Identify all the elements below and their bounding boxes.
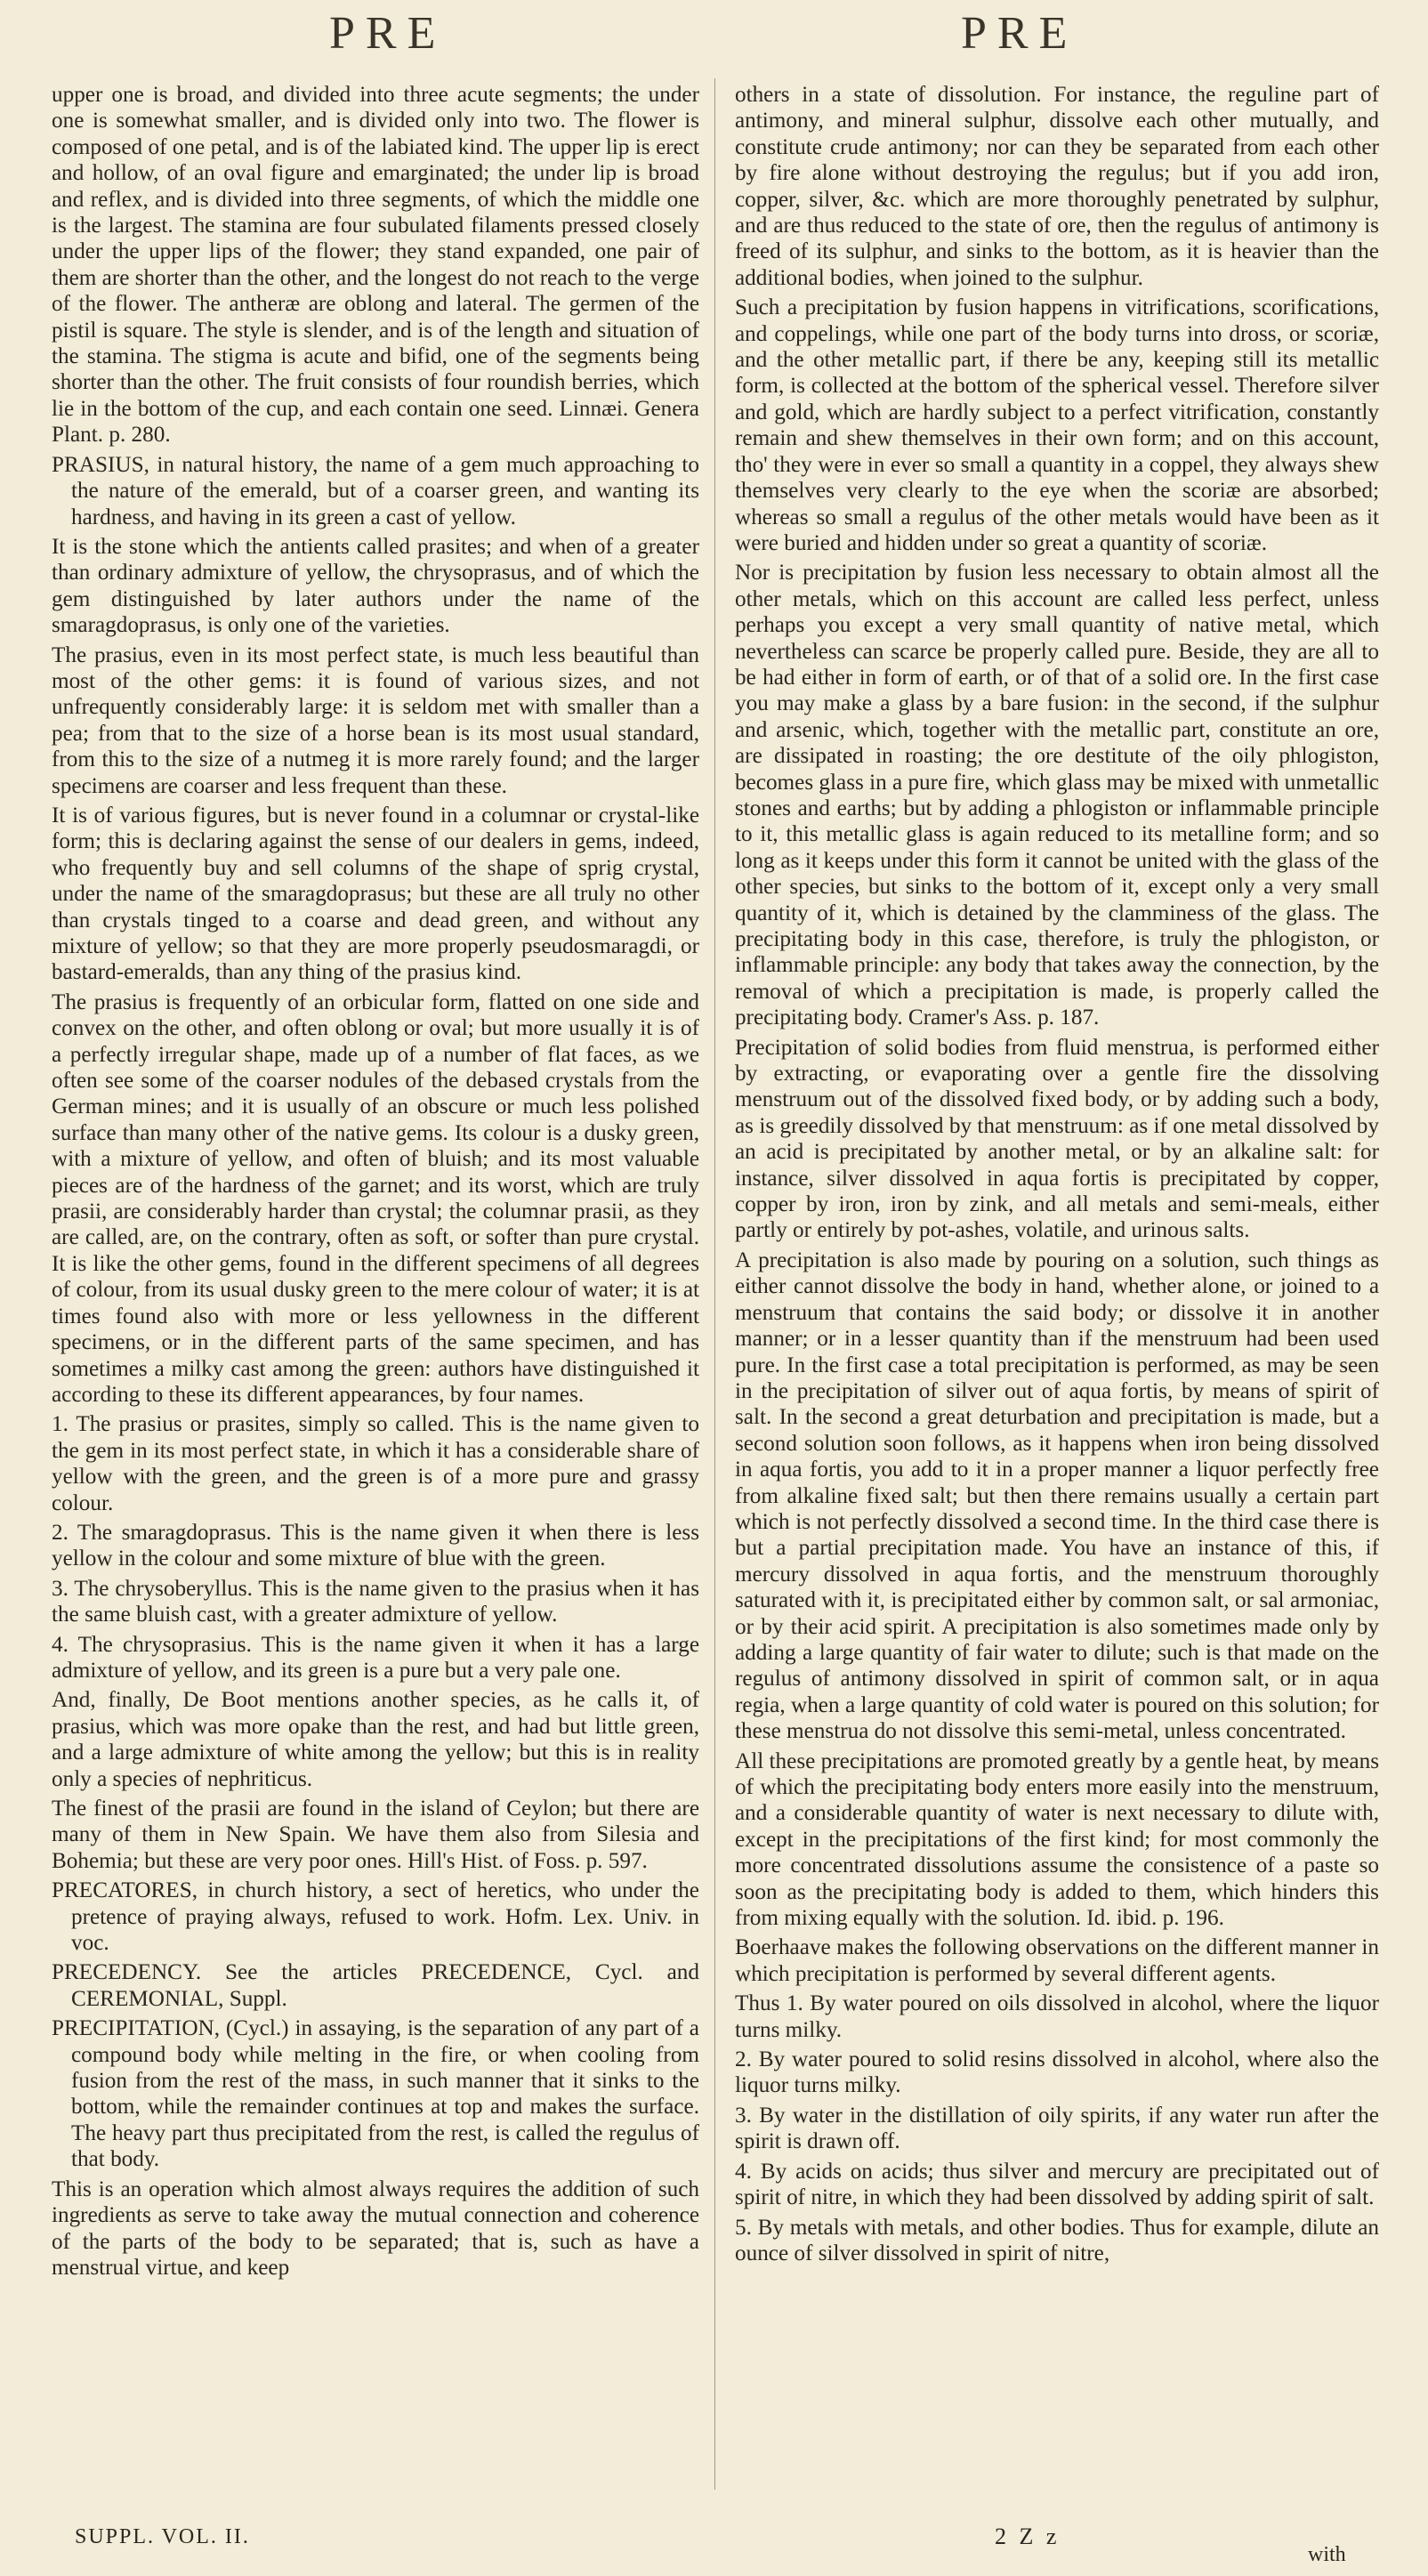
dictionary-entry: PRECEDENCY. See the articles PRECEDENCE, Cycl. and CEREMONIAL, Suppl.	[52, 1960, 699, 2011]
paragraph: A precipitation is also made by pouring on a solution, such things as either cannot dissolve the body in hand, whether alone, or joined to a menstruum that contains the said body; or dissolve it in another manner; or in a lesser quantity than if the menstruum had been used pure. In the first case a total precipitation is performed, as may be seen in the precipitation of silver out of aqua fortis, by means of spirit of salt. In the second a great deturbation and precipitation is made, but a second solution soon follows, as it happens when iron being dissolved in aqua fortis, you add to it in a proper manner a liquor perfectly free from alkaline fixed salt; but then there remains usually a certain part which is not perfectly dissolved a second time. In the third case there is but a partial precipitation made. You have an instance of this, if mercury dissolved in aqua fortis, and the menstruum thoroughly saturated with it, is precipitated either by common salt, or sal armoniac, or by their acid spirit. A precipitation is also sometimes made only by adding a large quantity of fair water to dilute; such is that made on the regulus of antimony dissolved in spirit of common salt, or in aqua regia, when a large quantity of cold water is poured on this solution; for these menstrua do not dissolve this semi-metal, unless concentrated.	[735, 1248, 1379, 1744]
paragraph: Precipitation of solid bodies from fluid menstrua, is performed either by extracting, or evaporating over a gentle fire the dissolving menstruum out of the dissolved fixed body, or by adding such a body, as is greedily dissolved by that menstruum: as if one metal dissolved by an acid is precipitated by another metal, or by an alkaline salt: for instance, silver dissolved in aqua fortis is precipitated by copper, copper by iron, iron by zink, and all metals and semi-meals, either partly or entirely by pot-ashes, volatile, and urinous salts.	[735, 1035, 1379, 1243]
paragraph: It is of various figures, but is never found in a columnar or crystal-like form; this is declaring against the sense of our dealers in gems, indeed, who frequently buy and sell columns of the shape of sprig crystal, under the name of the smaragdoprasus; but these are all truly no other than crystals tinged to a coarse and dead green, and without any mixture of yellow; so that they are more properly pseudosmaragdi, or bastard-emeralds, than any thing of the prasius kind.	[52, 803, 699, 985]
dictionary-entry: PRECATORES, in church history, a sect of heretics, who under the pretence of praying always, refused to work. Hofm. Lex. Univ. in voc.	[52, 1878, 699, 1956]
paragraph: This is an operation which almost always requires the addition of such ingredients as serve to take away the mutual connection and coherence of the parts of the body to be separated; that is, such as have a menstrual virtue, and keep	[52, 2176, 699, 2280]
column-rule	[714, 78, 715, 2490]
paragraph: It is the stone which the antients called prasites; and when of a greater than ordinary admixture of yellow, the chrysoprasus, and of which the gem distinguished by later authors under the name of the smaragdoprasus, is only one of the varieties.	[52, 534, 699, 638]
right-column	[735, 82, 1379, 2484]
paragraph: 4. The chrysoprasius. This is the name given it when it has a large admixture of yellow, and its green is a pure but a very pale one.	[52, 1632, 699, 1683]
running-head-left: PRE	[329, 8, 447, 59]
left-column	[52, 82, 699, 2484]
paragraph: 3. The chrysoberyllus. This is the name given to the prasius when it has the same bluish cast, with a greater admixture of yellow.	[52, 1576, 699, 1627]
paragraph: Such a precipitation by fusion happens in vitrifications, scorifications, and coppelings, while one part of the body turns into dross, or scoriæ, and the other metallic part, if there be any, keeping still its metallic form, is collected at the bottom of the spherical vessel. Therefore silver and gold, which are hardly subject to a perfect vitrification, constantly remain and shew themselves in their own form; and on this account, tho' they were in ever so small a quantity in a coppel, they always shew themselves very clearly to the eye when the scoriæ are absorbed; whereas so small a regulus of the other metals would have been as it were buried and hidden under so great a quantity of scoriæ.	[735, 295, 1379, 555]
catchword: with	[1308, 2543, 1346, 2566]
volume-footer: SUPPL. VOL. II.	[75, 2525, 250, 2548]
signature-mark: 2 Z z	[995, 2524, 1061, 2549]
paragraph: The prasius, even in its most perfect state, is much less beautiful than most of the other gems: it is found of various sizes, and not unfrequently considerably large: it is seldom met with smaller than a pea; from that to the size of a horse bean is its most usual standard, from this to the size of a nutmeg it is more rarely found; and the larger specimens are coarser and less frequent than these.	[52, 642, 699, 798]
paragraph: 2. By water poured to solid resins dissolved in alcohol, where also the liquor turns milky.	[735, 2047, 1379, 2098]
dictionary-entry: PRECIPITATION, (Cycl.) in assaying, is the separation of any part of a compound body while melting in the fire, or when cooling from fusion from the rest of the mass, in such manner that it sinks to the bottom, while the remainder continues at top and makes the surface. The heavy part thus precipitated from the rest, is called the regulus of that body.	[52, 2016, 699, 2172]
paragraph: 1. The prasius or prasites, simply so called. This is the name given to the gem in its most perfect state, in which it has a considerable share of yellow with the green, and the green is of a more pure and grassy colour.	[52, 1412, 699, 1515]
paragraph: Nor is precipitation by fusion less necessary to obtain almost all the other metals, which on this account are called less perfect, unless perhaps you except a very small quantity of native metal, which nevertheless can scarce be properly called pure. Beside, they are all to be had either in form of earth, or of that of a solid ore. In the first case you may make a glass by a bare fusion: in the second, if the sulphur and arsenic, which, together with the metallic part, constitute an ore, are dissipated in roasting; the ore destitute of the oily phlogiston, becomes glass in a pure fire, which glass may be mixed with unmetallic stones and earths; but by adding a phlogiston or inflammable principle to it, this metallic glass is again reduced to its metalline form; and so long as it keeps under this form it cannot be united with the glass of the other species, but sinks to the bottom of it, except only a very small quantity of it, which is detained by the clamminess of the glass. The precipitating body in this case, therefore, is truly the phlogiston, or inflammable principle: any body that takes away the connection, by the removal of which a precipitation is made, is properly called the precipitating body. Cramer's Ass. p. 187.	[735, 561, 1379, 1030]
paragraph: 2. The smaragdoprasus. This is the name given it when there is less yellow in the colour and some mixture of blue with the green.	[52, 1520, 699, 1571]
dictionary-entry: PRASIUS, in natural history, the name of a gem much approaching to the nature of the emerald, but of a coarser green, and wanting its hardness, and having in its green a cast of yellow.	[52, 452, 699, 529]
paragraph: Boerhaave makes the following observations on the different manner in which precipitation is performed by several different agents.	[735, 1935, 1379, 1986]
paragraph: 4. By acids on acids; thus silver and mercury are precipitated out of spirit of nitre, in which they had been dissolved by adding spirit of salt.	[735, 2159, 1379, 2210]
paragraph: Thus 1. By water poured on oils dissolved in alcohol, where the liquor turns milky.	[735, 1991, 1379, 2042]
paragraph: The finest of the prasii are found in the island of Ceylon; but there are many of them in New Spain. We have them also from Silesia and Bohemia; but these are very poor ones. Hill's Hist. of Foss. p. 597.	[52, 1797, 699, 1873]
paragraph: The prasius is frequently of an orbicular form, flatted on one side and convex on the other, and often oblong or oval; but more usually it is of a perfectly irregular shape, made up of a number of flat faces, as we often see some of the coarser nodules of the debased crystals from the German mines; and it is usually of an obscure or much less polished surface than many other of the native gems. Its colour is a dusky green, with a mixture of yellow, and often of bluish; and its most valuable pieces are of the hardness of the garnet; and its worst, which are truly prasii, are considerably harder than crystal; the columnar prasii, as they are called, are, on the contrary, often as soft, or softer than pure crystal. It is like the other gems, found in the different specimens of all degrees of colour, from its usual dusky green to the mere colour of water; it is at times found also with more or less yellowness in the different specimens, or in the different parts of the same specimen, and has sometimes a milky cast among the green: authors have distinguished it according to these its different appearances, by four names.	[52, 989, 699, 1407]
paragraph: upper one is broad, and divided into three acute segments; the under one is somewhat smaller, and is divided only into two. The flower is composed of one petal, and is of the labiated kind. The upper lip is erect and hollow, of an oval figure and emarginated; the under lip is broad and reflex, and is divided into three segments, of which the middle one is the largest. The stamina are four subulated filaments pressed closely under the upper lips of the flower; they stand expanded, one pair of them are shorter than the other, and the longest do not reach to the verge of the flower. The antheræ are oblong and lateral. The germen of the pistil is square. The style is slender, and is of the length and situation of the stamina. The stigma is acute and bifid, one of the segments being shorter than the other. The fruit consists of four roundish berries, which lie in the bottom of the cup, and each contain one seed. Linnæi. Genera Plant. p. 280.	[52, 83, 699, 448]
paragraph: All these precipitations are promoted greatly by a gentle heat, by means of which the precipitating body enters more easily into the menstruum, and a considerable quantity of water is next necessary to dilute with, except in the precipitations of the first kind; for most commonly the more concentrated dissolutions assume the consistence of a paste so soon as the precipitating body is added to them, which hinders this from mixing equally with the solution. Id. ibid. p. 196.	[735, 1748, 1379, 1931]
paragraph: And, finally, De Boot mentions another species, as he calls it, of prasius, which was more opake than the rest, and had but little green, and a large admixture of white among the yellow; but this is in reality only a species of nephriticus.	[52, 1688, 699, 1791]
paragraph: 3. By water in the distillation of oily spirits, if any water run after the spirit is drawn off.	[735, 2103, 1379, 2154]
paragraph: 5. By metals with metals, and other bodies. Thus for example, dilute an ounce of silver dissolved in spirit of nitre,	[735, 2215, 1379, 2265]
running-head-right: PRE	[961, 8, 1078, 59]
paragraph: others in a state of dissolution. For instance, the reguline part of antimony, and mineral sulphur, dissolve each other mutually, and constitute crude antimony; nor can they be separated from each other by fire alone without destroying the regulus; but if you add iron, copper, silver, &c. which are more thoroughly penetrated by sulphur, and are thus reduced to the state of ore, then the regulus of antimony is freed of its sulphur, and sinks to the bottom, as it is heavier than the additional bodies, when joined to the sulphur.	[735, 83, 1379, 290]
